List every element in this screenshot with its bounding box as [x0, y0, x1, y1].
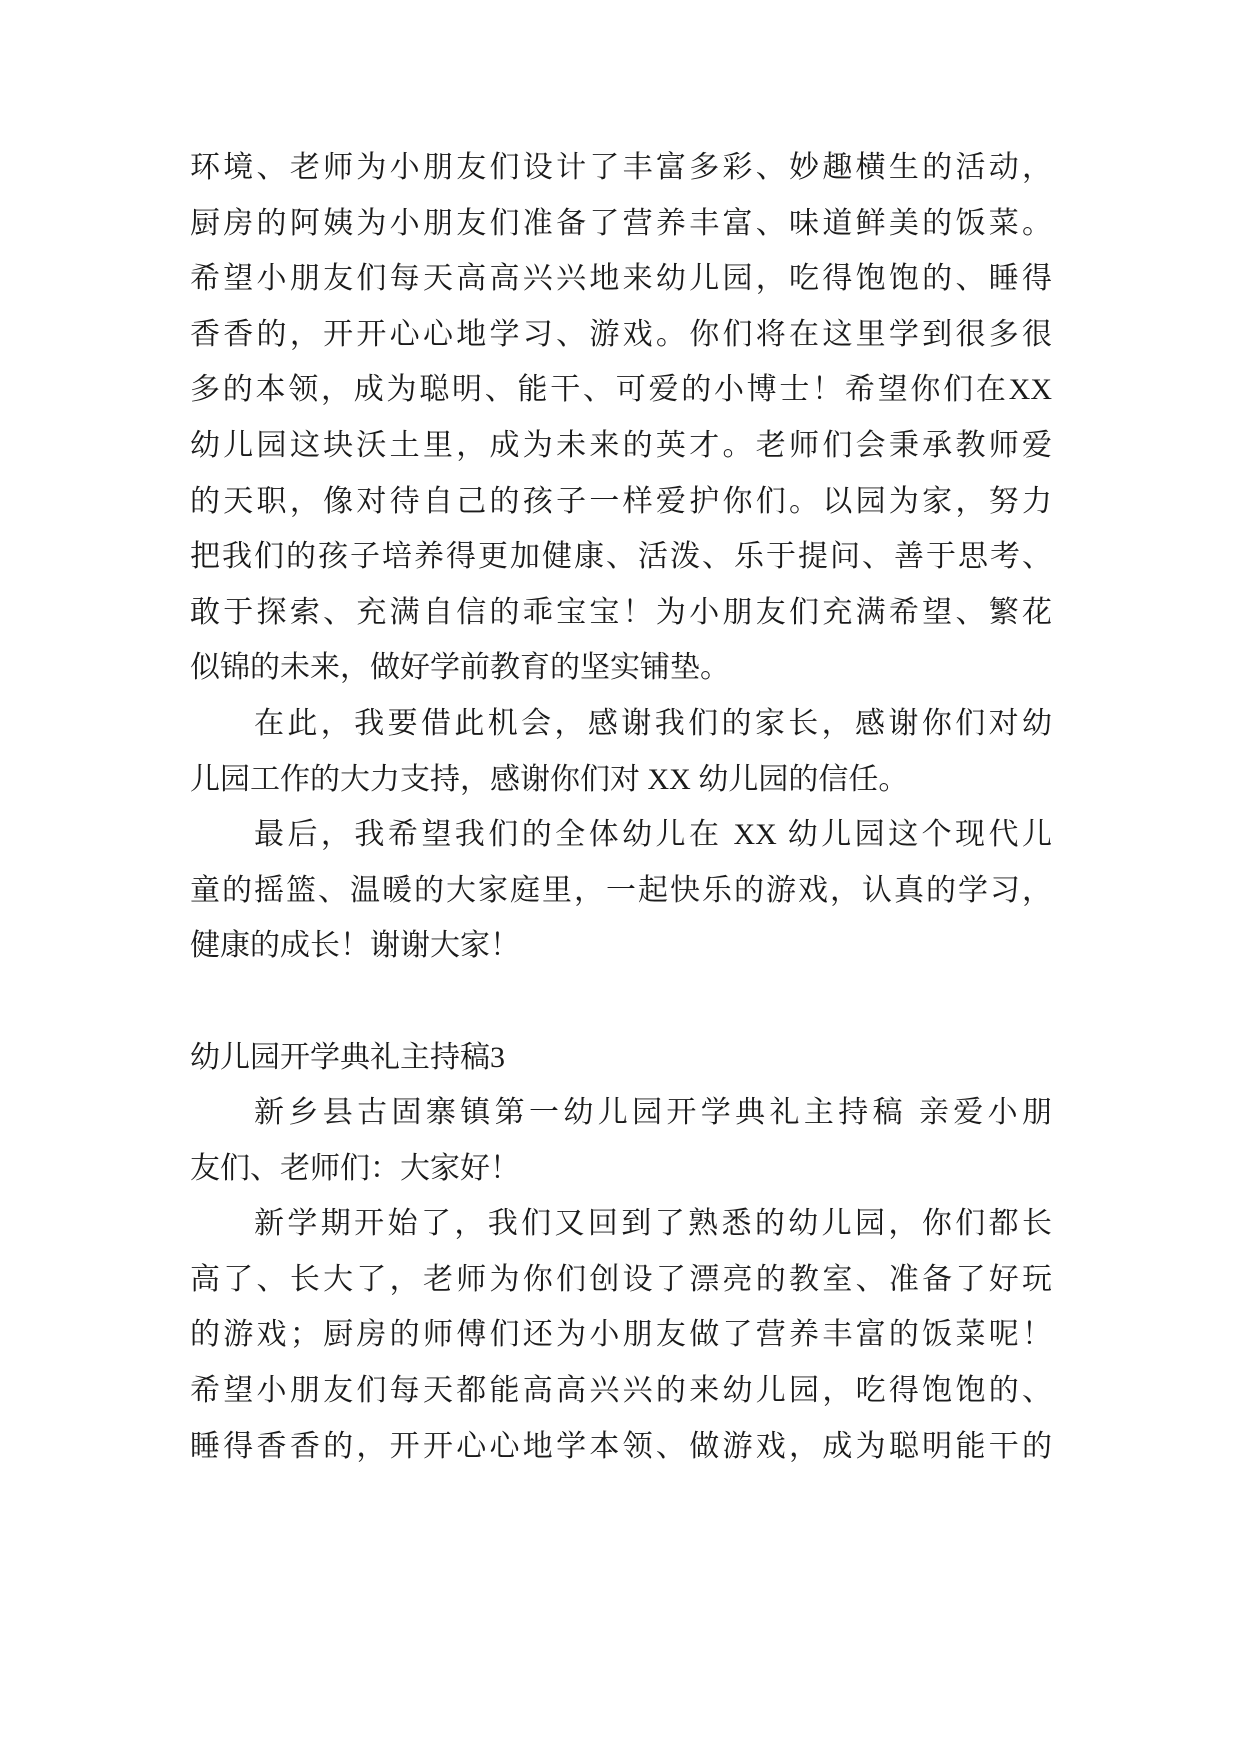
text-line: 厨房的阿姨为小朋友们准备了营养丰富、味道鲜美的饭菜。: [190, 206, 1052, 240]
text-line: 新乡县古固寨镇第一幼儿园开学典礼主持稿 亲爱小朋: [254, 1096, 1052, 1130]
document-body: [190, 140, 1052, 1474]
text-line: 在此，我要借此机会，感谢我们的家长，感谢你们对幼: [254, 706, 1052, 740]
text-line: 童的摇篮、温暖的大家庭里，一起快乐的游戏，认真的学习，: [190, 873, 1052, 907]
paragraph: [190, 1085, 1052, 1196]
text-line: 环境、老师为小朋友们设计了丰富多彩、妙趣横生的活动，: [190, 151, 1052, 184]
text-line: 睡得香香的，开开心心地学本领、做游戏，成为聪明能干的: [190, 1429, 1052, 1463]
text-line: 健康的成长！谢谢大家！: [190, 929, 520, 963]
paragraph: [190, 140, 1052, 696]
text-line: 儿园工作的大力支持，感谢你们对 XX 幼儿园的信任。: [190, 762, 909, 796]
text-line: 友们、老师们：大家好！: [190, 1151, 520, 1185]
text-line: 似锦的未来，做好学前教育的坚实铺垫。: [190, 651, 730, 685]
text-line: 新学期开始了，我们又回到了熟悉的幼儿园，你们都长: [254, 1207, 1052, 1241]
section-heading: 幼儿园开学典礼主持稿3: [190, 1040, 505, 1074]
text-line: 希望小朋友们每天高高兴兴地来幼儿园，吃得饱饱的、睡得: [190, 262, 1052, 296]
blank-line: [190, 974, 1052, 1030]
text-line: 最后，我希望我们的全体幼儿在 XX 幼儿园这个现代儿: [254, 818, 1052, 852]
paragraph: [190, 696, 1052, 807]
text-line: 敢于探索、充满自信的乖宝宝！为小朋友们充满希望、繁花: [190, 595, 1052, 629]
text-line: 幼儿园这块沃土里，成为未来的英才。老师们会秉承教师爱: [190, 428, 1052, 462]
text-line: 高了、长大了，老师为你们创设了漂亮的教室、准备了好玩: [190, 1262, 1052, 1296]
paragraph: [190, 1196, 1052, 1474]
text-line: 的天职，像对待自己的孩子一样爱护你们。以园为家，努力: [190, 484, 1052, 518]
text-line: 多的本领，成为聪明、能干、可爱的小博士！希望你们在XX: [190, 373, 1052, 407]
text-line: 把我们的孩子培养得更加健康、活泼、乐于提问、善于思考、: [190, 540, 1052, 574]
text-line: 希望小朋友们每天都能高高兴兴的来幼儿园，吃得饱饱的、: [190, 1374, 1052, 1408]
paragraph: [190, 807, 1052, 974]
text-line: 的游戏；厨房的师傅们还为小朋友做了营养丰富的饭菜呢！: [190, 1318, 1052, 1352]
text-line: 香香的，开开心心地学习、游戏。你们将在这里学到很多很: [190, 317, 1052, 351]
